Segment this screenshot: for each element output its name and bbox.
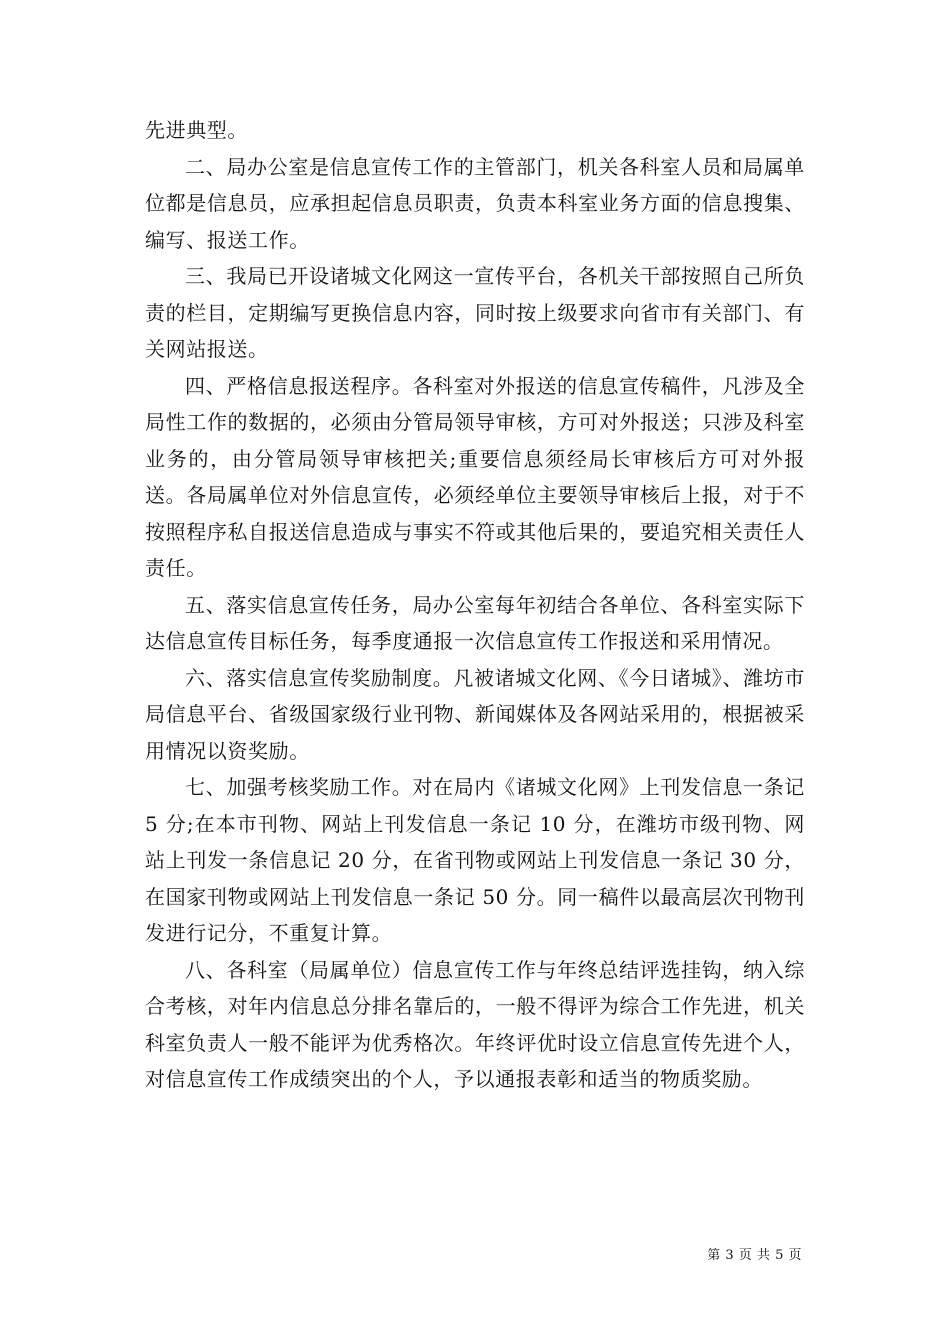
paragraph-continuation: 先进典型。: [145, 118, 248, 142]
paragraph-item-5: 五、落实信息宣传任务，局办公室每年初结合各单位、各科室实际下达信息宣传目标任务，每季度通报一次信息宣传工作报送和采用情况。: [145, 592, 805, 653]
document-body: [145, 112, 805, 1098]
paragraph-item-6: 六、落实信息宣传奖励制度。凡被诸城文化网、《今日诸城》、潍坊市局信息平台、省级国家级行业刊物、新闻媒体及各网站采用的，根据被采用情况以资奖励。: [145, 665, 805, 763]
paragraph-item-8: 八、各科室（局属单位）信息宣传工作与年终总结评选挂钩，纳入综合考核，对年内信息总分排名靠后的，一般不得评为综合工作先进，机关科室负责人一般不能评为优秀格次。年终评优时设立信息宣传先进个人，对信息宣传工作成绩突出的个人，予以通报表彰和适当的物质奖励。: [145, 957, 805, 1091]
paragraph-item-2: 二、局办公室是信息宣传工作的主管部门，机关各科室人员和局属单位都是信息员，应承担起信息员职责，负责本科室业务方面的信息搜集、编写、报送工作。: [145, 154, 805, 252]
paragraph-item-4: 四、严格信息报送程序。各科室对外报送的信息宣传稿件，凡涉及全局性工作的数据的，必须由分管局领导审核，方可对外报送；只涉及科室业务的，由分管局领导审核把关;重要信息须经局长审核后方可对外报送。各局属单位对外信息宣传，必须经单位主要领导审核后上报，对于不按照程序私自报送信息造成与事实不符或其他后果的，要追究相关责任人责任。: [145, 373, 805, 580]
page-number-footer: 第 3 页 共 5 页: [707, 1248, 802, 1263]
paragraph-item-3: 三、我局已开设诸城文化网这一宣传平台，各机关干部按照自己所负责的栏目，定期编写更换信息内容，同时按上级要求向省市有关部门、有关网站报送。: [145, 264, 805, 361]
paragraph-item-7: 七、加强考核奖励工作。对在局内《诸城文化网》上刊发信息一条记 5 分;在本市刊物、网站上刊发信息一条记 10 分，在潍坊市级刊物、网站上刊发一条信息记 20 分，在省刊物或网站上刊发信息一条记 30 分，在国家刊物或网站上刊发信息一条记 50 分。同一稿件以最高层次刊物刊发进行记分，不重复计算。: [145, 775, 805, 945]
